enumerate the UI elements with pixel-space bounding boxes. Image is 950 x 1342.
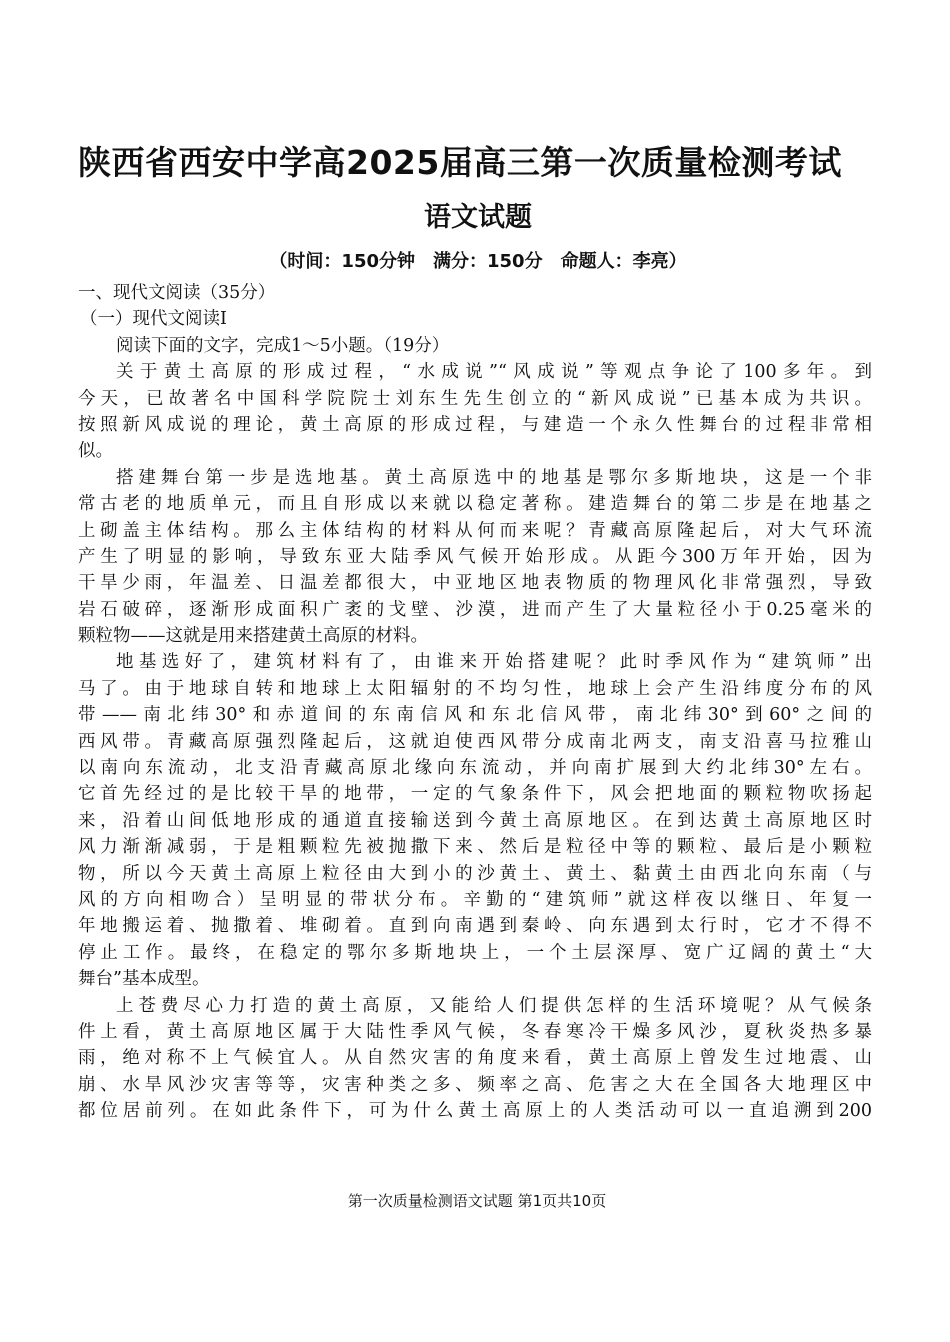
- paragraph-line: 年地搬运着、抛撒着、堆砌着。直到向南遇到秦岭、向东遇到太行时，它才不得不: [78, 916, 872, 937]
- paragraph-line: 上砌盖主体结构。那么主体结构的材料从何而来呢？青藏高原隆起后，对大气环流: [78, 520, 872, 541]
- paragraph-line: 停止工作。最终，在稳定的鄂尔多斯地块上，一个土层深厚、宽广辽阔的黄土“大: [78, 942, 872, 963]
- paragraph-line: 舞台”基本成型。: [78, 969, 210, 990]
- paragraph-line: 岩石破碎，逐渐形成面积广袤的戈壁、沙漠，进而产生了大量粒径小于0.25毫米的: [78, 599, 872, 620]
- paragraph-line: 产生了明显的影响，导致东亚大陆季风气候开始形成。从距今300万年开始，因为: [78, 546, 872, 567]
- paragraph-line: 以南向东流动，北支沿青藏高原北缘向东流动，并向南扩展到大约北纬30°左右。: [78, 758, 872, 779]
- paragraph-line: 按照新风成说的理论，黄土高原的形成过程，与建造一个永久性舞台的过程非常相: [78, 414, 872, 435]
- paragraph-2: [78, 465, 872, 650]
- paragraph-line: 风力渐渐减弱，于是粗颗粒先被抛撒下来、然后是粒径中等的颗粒、最后是小颗粒: [78, 837, 872, 858]
- exam-content: [78, 280, 872, 1125]
- paragraph-line: 风的方向相吻合）呈明显的带状分布。辛勤的“建筑师”就这样夜以继日、年复一: [78, 889, 872, 910]
- reading-instruction: 阅读下面的文字，完成1～5小题。（19分）: [116, 335, 450, 356]
- paragraph-line: 都位居前列。在如此条件下，可为什么黄土高原上的人类活动可以一直追溯到200: [78, 1101, 872, 1122]
- subject-title: 语文试题: [424, 202, 532, 233]
- paragraph-line: 搭建舞台第一步是选地基。黄土高原选中的地基是鄂尔多斯地块，这是一个非: [116, 467, 872, 488]
- paragraph-line: 马了。由于地球自转和地球上太阳辐射的不均匀性，地球上会产生沿纬度分布的风: [78, 678, 872, 699]
- paragraph-line: 今天，已故著名中国科学院院士刘东生先生创立的“新风成说”已基本成为共识。: [78, 388, 872, 409]
- paragraph-line: 崩、水旱风沙灾害等等，灾害种类之多、频率之高、危害之大在全国各大地理区中: [78, 1074, 872, 1095]
- paragraph-line: 雨，绝对称不上气候宜人。从自然灾害的角度来看，黄土高原上曾发生过地震、山: [78, 1048, 872, 1069]
- paragraph-4: [78, 993, 872, 1125]
- exam-title: 陕西省西安中学高2025届高三第一次质量检测考试: [78, 143, 842, 182]
- paragraph-line: 带——南北纬30°和赤道间的东南信风和东北信风带，南北纬30°到60°之间的: [78, 705, 872, 726]
- section-heading: 一、现代文阅读（35分）: [78, 283, 276, 303]
- paragraph-line: 西风带。青藏高原强烈隆起后，这就迫使西风带分成南北两支，南支沿喜马拉雅山: [78, 731, 872, 752]
- paragraph-3: [78, 649, 872, 992]
- paragraph-line: 来，沿着山间低地形成的通道直接输送到今黄土高原地区。在到达黄土高原地区时: [78, 810, 872, 831]
- paragraph-line: 常古老的地质单元，而且自形成以来就以稳定著称。建造舞台的第二步是在地基之: [78, 494, 872, 515]
- paragraph-1: [78, 359, 872, 465]
- paragraph-line: 颗粒物——这就是用来搭建黄土高原的材料。: [78, 626, 428, 647]
- paragraph-line: 上苍费尽心力打造的黄土高原，又能给人们提供怎样的生活环境呢？从气候条: [116, 995, 872, 1016]
- page-footer: 第一次质量检测语文试题 第1页共10页: [347, 1192, 607, 1210]
- paragraph-line: 件上看，黄土高原地区属于大陆性季风气候，冬春寒冷干燥多风沙，夏秋炎热多暴: [78, 1021, 872, 1042]
- paragraph-line: 关于黄土高原的形成过程，“水成说”“风成说”等观点争论了100多年。到: [116, 362, 872, 383]
- paragraph-line: 似。: [78, 441, 113, 462]
- paragraph-line: 物，所以今天黄土高原上粒径由大到小的沙黄土、黄土、黏黄土由西北向东南（与: [78, 863, 872, 884]
- paragraph-line: 它首先经过的是比较干旱的地带，一定的气象条件下，风会把地面的颗粒物吹扬起: [78, 784, 872, 805]
- paragraph-line: 干旱少雨，年温差、日温差都很大，中亚地区地表物质的物理风化非常强烈，导致: [78, 573, 872, 594]
- section-subheading: （一）现代文阅读Ⅰ: [80, 309, 227, 330]
- paragraph-line: 地基选好了，建筑材料有了，由谁来开始搭建呢？此时季风作为“建筑师”出: [116, 652, 872, 673]
- exam-info: （时间：150分钟 满分：150分 命题人：李亮）: [269, 251, 687, 272]
